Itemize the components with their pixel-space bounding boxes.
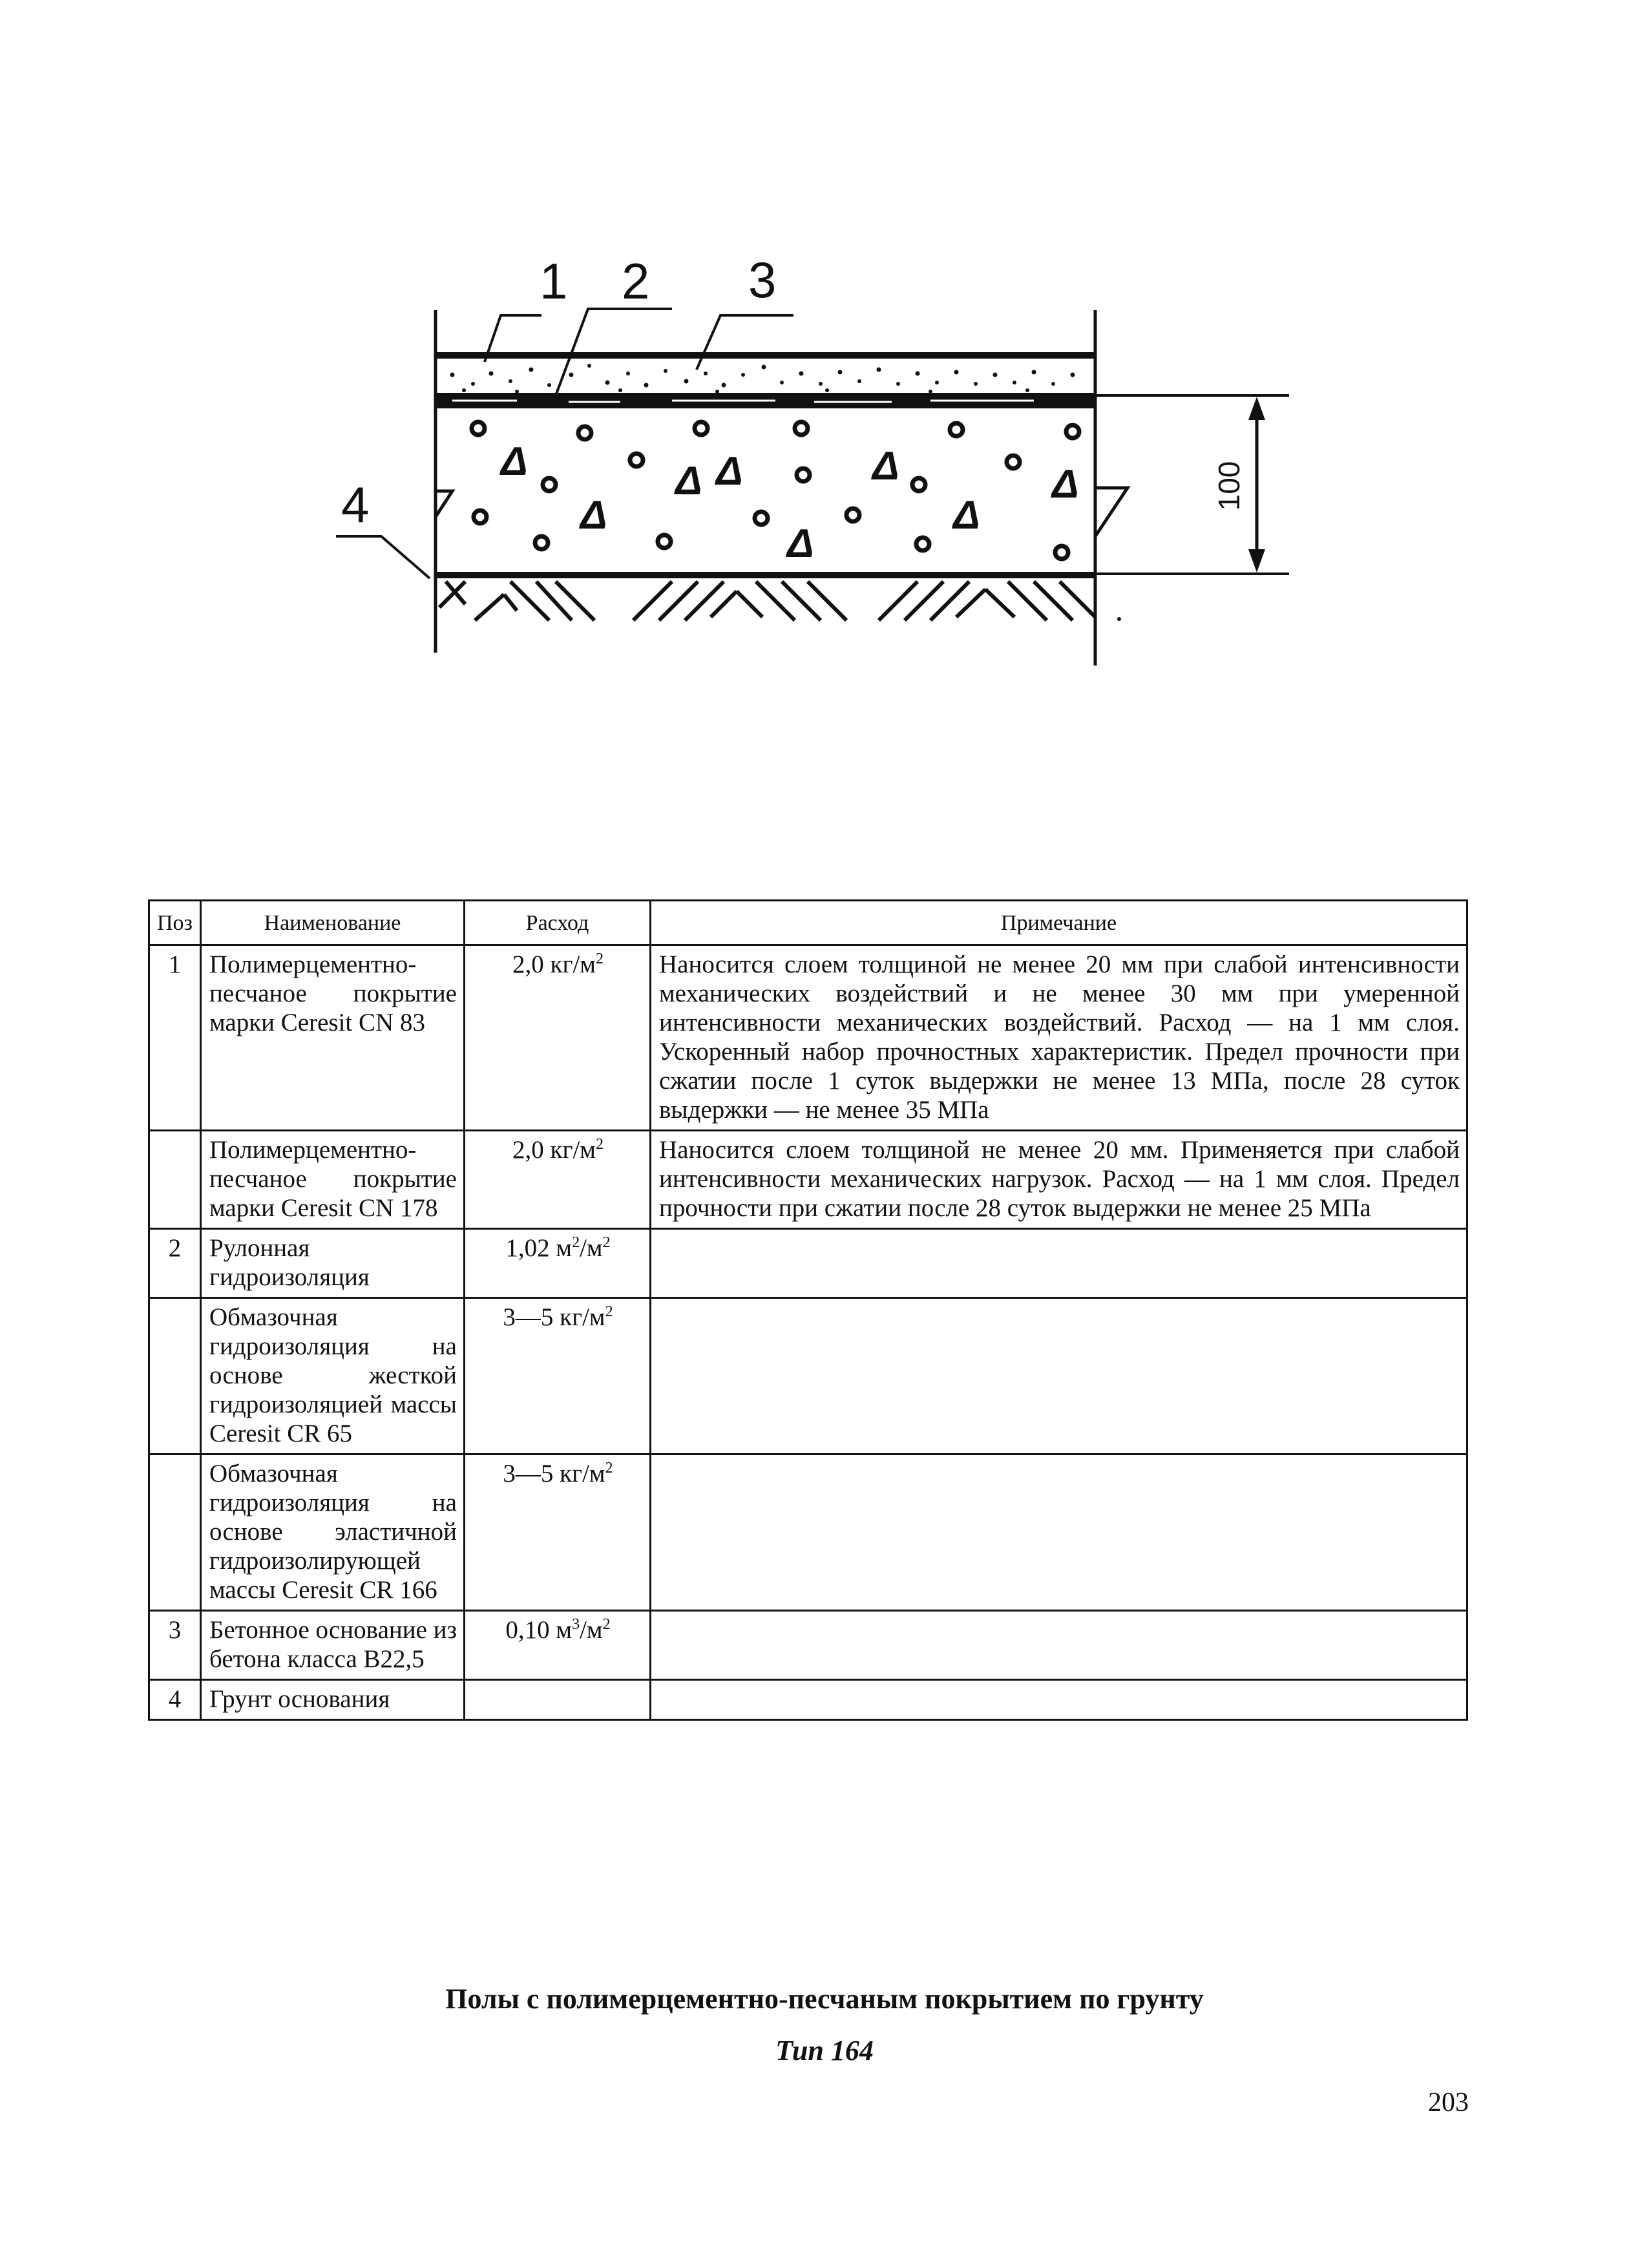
callout-leaders [336, 309, 793, 578]
row-rate: 2,0 $кг/м^2$ [465, 1131, 651, 1229]
table-header-row [149, 901, 1467, 945]
floor-section-drawing [0, 0, 1649, 711]
row-name: Обмазочная гидроизоляция на основе жесткой гидроизоляцией массы Ceresit CR 65 [201, 1298, 465, 1454]
row-rate: 1,02 $м^2/м^2$ [465, 1229, 651, 1298]
table-row [149, 1680, 1467, 1720]
row-rate: 3—5 $кг/м^2$ [465, 1454, 651, 1611]
row-name: Грунт основания [201, 1680, 465, 1720]
row-pos [149, 1454, 201, 1611]
header-name: Наименование [201, 901, 465, 945]
table-row [149, 945, 1467, 1131]
row-name: Обмазочная гидроизоляция на основе эластичной гидроизолирующей массы Ceresit CR 166 [201, 1454, 465, 1611]
dimension-100 [1212, 397, 1265, 572]
sand-dots [450, 364, 1075, 394]
table-row [149, 1298, 1467, 1454]
table-row [149, 1229, 1467, 1298]
svg-text:Δ: Δ [953, 493, 980, 538]
callout-4: 4 [341, 476, 370, 533]
row-rate [465, 1680, 651, 1720]
svg-text:Δ: Δ [872, 444, 899, 488]
row-name: Полимерцементно-песчаное покрытие марки Ceresit CN 83 [201, 945, 465, 1131]
row-pos [149, 1131, 201, 1229]
row-note [651, 1454, 1467, 1611]
callout-3: 3 [748, 251, 777, 308]
concrete-left-break [436, 408, 452, 575]
row-rate: 3—5 $кг/м^2$ [465, 1298, 651, 1454]
row-note [651, 1229, 1467, 1298]
svg-text:Δ: Δ [716, 449, 743, 494]
row-note: Наносится слоем толщиной не менее 20 мм при слабой интенсивности механических воздействий и не менее 30 мм при умеренной интенсивности механических воздействий. Расход — на 1 мм слоя. Ускоренный набор прочностных характеристик. Предел прочности при сжатии после 1 суток выдержки не менее 13 МПа, после 28 суток выдержки — не менее 35 МПа [651, 945, 1467, 1131]
aggregate-triangles [499, 439, 1079, 566]
svg-text:Δ: Δ [675, 459, 702, 503]
table-row [149, 1454, 1467, 1611]
row-rate: 2,0 $кг/м^2$ [465, 945, 651, 1131]
stray-dot [1117, 617, 1121, 621]
svg-text:Δ: Δ [580, 493, 607, 538]
row-name: Рулонная гидроизоляция [201, 1229, 465, 1298]
callout-2: 2 [622, 253, 650, 310]
page-number: 203 [1428, 2088, 1469, 2117]
row-note: Наносится слоем толщиной не менее 20 мм. Применяется при слабой интенсивности механических нагрузок. Расход — на 1 мм слоя. Предел прочности при сжатии после 28 суток выдержки не менее 25 МПа [651, 1131, 1467, 1229]
svg-text:Δ: Δ [501, 439, 528, 484]
dimension-label: 100 [1212, 461, 1246, 511]
table-row [149, 1611, 1467, 1680]
row-note [651, 1298, 1467, 1454]
footer-type: Тип 164 [775, 2035, 874, 2066]
header-pos: Поз [149, 901, 201, 945]
row-pos: 2 [149, 1229, 201, 1298]
row-rate: 0,10 $м^3/м^2$ [465, 1611, 651, 1680]
aggregate-circles [472, 422, 1079, 559]
footer-title: Полы с полимерцементно-песчаным покрытием по грунту [445, 1983, 1204, 2015]
row-note [651, 1611, 1467, 1680]
row-pos [149, 1298, 201, 1454]
row-pos: 1 [149, 945, 201, 1131]
soil-hatching [439, 582, 1095, 620]
spec-table [148, 899, 1468, 1721]
row-pos: 4 [149, 1680, 201, 1720]
callout-1: 1 [540, 253, 568, 310]
header-note: Примечание [651, 901, 1467, 945]
svg-text:Δ: Δ [1052, 462, 1079, 507]
svg-text:Δ: Δ [787, 521, 814, 566]
table-row [149, 1131, 1467, 1229]
row-pos: 3 [149, 1611, 201, 1680]
row-note [651, 1680, 1467, 1720]
row-name: Полимерцементно-песчаное покрытие марки Ceresit CN 178 [201, 1131, 465, 1229]
header-rate: Расход [465, 901, 651, 945]
row-name: Бетонное основание из бетона класса В22,5 [201, 1611, 465, 1680]
concrete-right-break [1095, 408, 1128, 575]
